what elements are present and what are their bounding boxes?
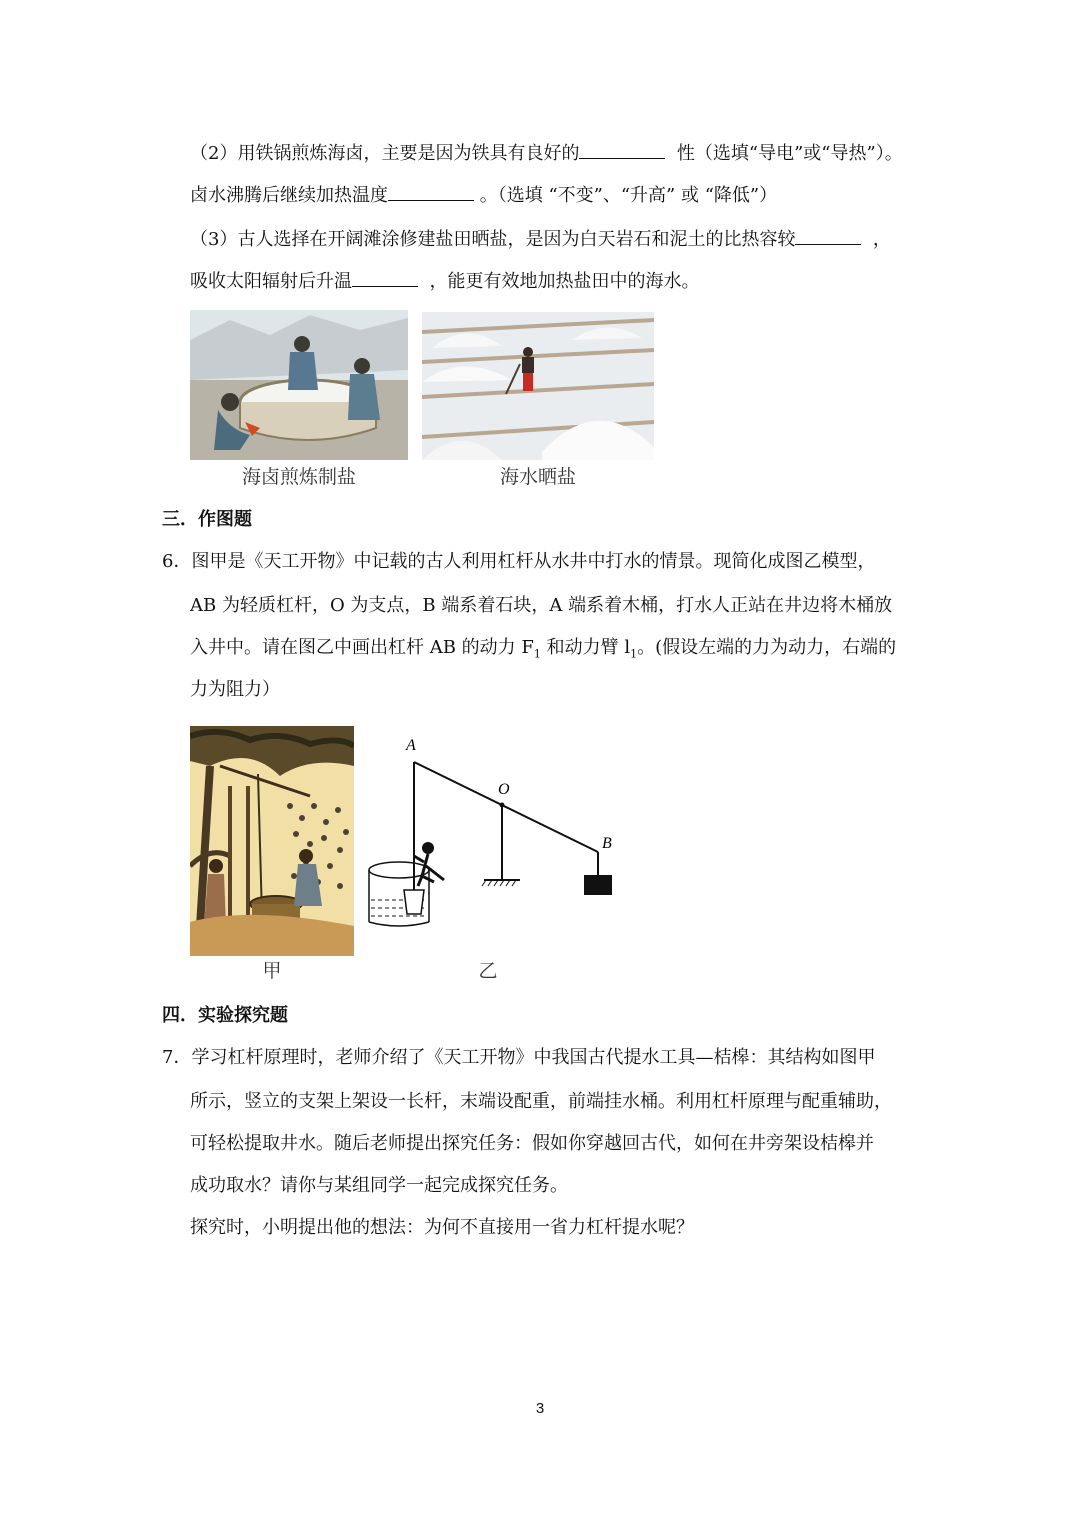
lever-model-diagram[interactable] [362,730,622,940]
q6-sub-f1: 1 [533,647,541,661]
salt-field-caption: 海水晒盐 [499,466,576,488]
q5-part2-text-c: 卤水沸腾后继续加热温度 [190,185,388,206]
stone-block [584,875,612,895]
q5-part2-line2 [190,182,777,208]
label-point-o: O [498,781,510,798]
q7-line5: 探究时，小明提出他的想法：为何不直接用一省力杠杆提水呢？ [190,1217,694,1238]
q5-part3-text-b: ， [872,229,891,250]
q6-line4: 力为阻力） [190,679,280,700]
figure-salt-boiling [190,310,408,488]
salt-boiling-caption: 海卤煎炼制盐 [241,466,356,488]
figure-sun-dried-salt [422,312,654,488]
q5-part3-text-a: （3）古人选择在开阔滩涂修建盐田晒盐，是因为白天岩石和泥土的比热容较 [190,229,796,250]
answer-blank-temperature[interactable] [388,182,474,201]
section-3-title: 三．作图题 [162,509,252,530]
q5-part3-text-c: 吸收太阳辐射后升温 [190,271,352,292]
well-sweep-painting [190,726,354,956]
q5-part3-line1 [190,226,891,252]
q5-part2-text-d: 。（选填 “不变”、“升高” 或 “降低”） [479,185,778,206]
answer-blank-conductivity[interactable] [579,140,665,159]
q6-line3-text-c: 。(假设左端的力为动力，右端的 [637,637,897,658]
q5-part3-text-d: ，能更有效地加热盐田中的海水。 [429,271,700,292]
q5-part2-line1 [190,140,903,166]
q6-line3-text-a: 入井中。请在图乙中画出杠杆 AB 的动力 F [190,637,534,658]
well-rim [369,862,429,878]
answer-blank-heat-capacity[interactable] [795,226,861,245]
salt-boiling-illustration [190,310,408,460]
person-head [422,842,434,854]
q6-sub-l1: 1 [630,647,638,661]
page-number: 3 [535,1400,545,1417]
salt-field-illustration [422,312,654,460]
label-point-a: A [406,737,416,754]
figure-yi [362,730,622,982]
q5-part2-text-a: （2）用铁锅煎炼海卤，主要是因为铁具有良好的 [190,143,580,164]
q6-line3-text-b: 和动力臂 l [540,637,631,658]
lever-ab[interactable] [414,762,598,852]
q6-line2: AB 为轻质杠杆，O 为支点，B 端系着石块，A 端系着木桶，打水人正站在井边将木桶放 [190,595,893,616]
section-4-title: 四．实验探究题 [162,1005,288,1026]
q7-line2: 所示，竖立的支架上架设一长杆，末端设配重，前端挂水桶。利用杠杆原理与配重辅助， [190,1091,892,1112]
label-point-b: B [602,835,612,852]
q7-line4: 成功取水？请你与某组同学一起完成探究任务。 [190,1175,568,1196]
q7-line1: 7．学习杠杆原理时，老师介绍了《天工开物》中我国古代提水工具—桔槔：其结构如图甲 [162,1047,876,1068]
q7-line3: 可轻松提取井水。随后老师提出探究任务：假如你穿越回古代，如何在井旁架设桔槔并 [190,1133,874,1154]
figure-yi-label: 乙 [478,960,498,982]
figure-jia [190,726,354,982]
fulcrum-point [500,803,505,808]
q5-part3-line2 [190,268,699,294]
answer-blank-temperature-rise[interactable] [352,268,418,287]
bucket [404,890,424,914]
q5-part2-text-b: 性（选填“导电”或“导热”）。 [676,143,903,164]
q6-line1: 6．图甲是《天工开物》中记载的古人利用杠杆从水井中打水的情景。现简化成图乙模型， [162,551,876,572]
figure-jia-label: 甲 [262,960,282,982]
q6-line3 [190,636,896,667]
